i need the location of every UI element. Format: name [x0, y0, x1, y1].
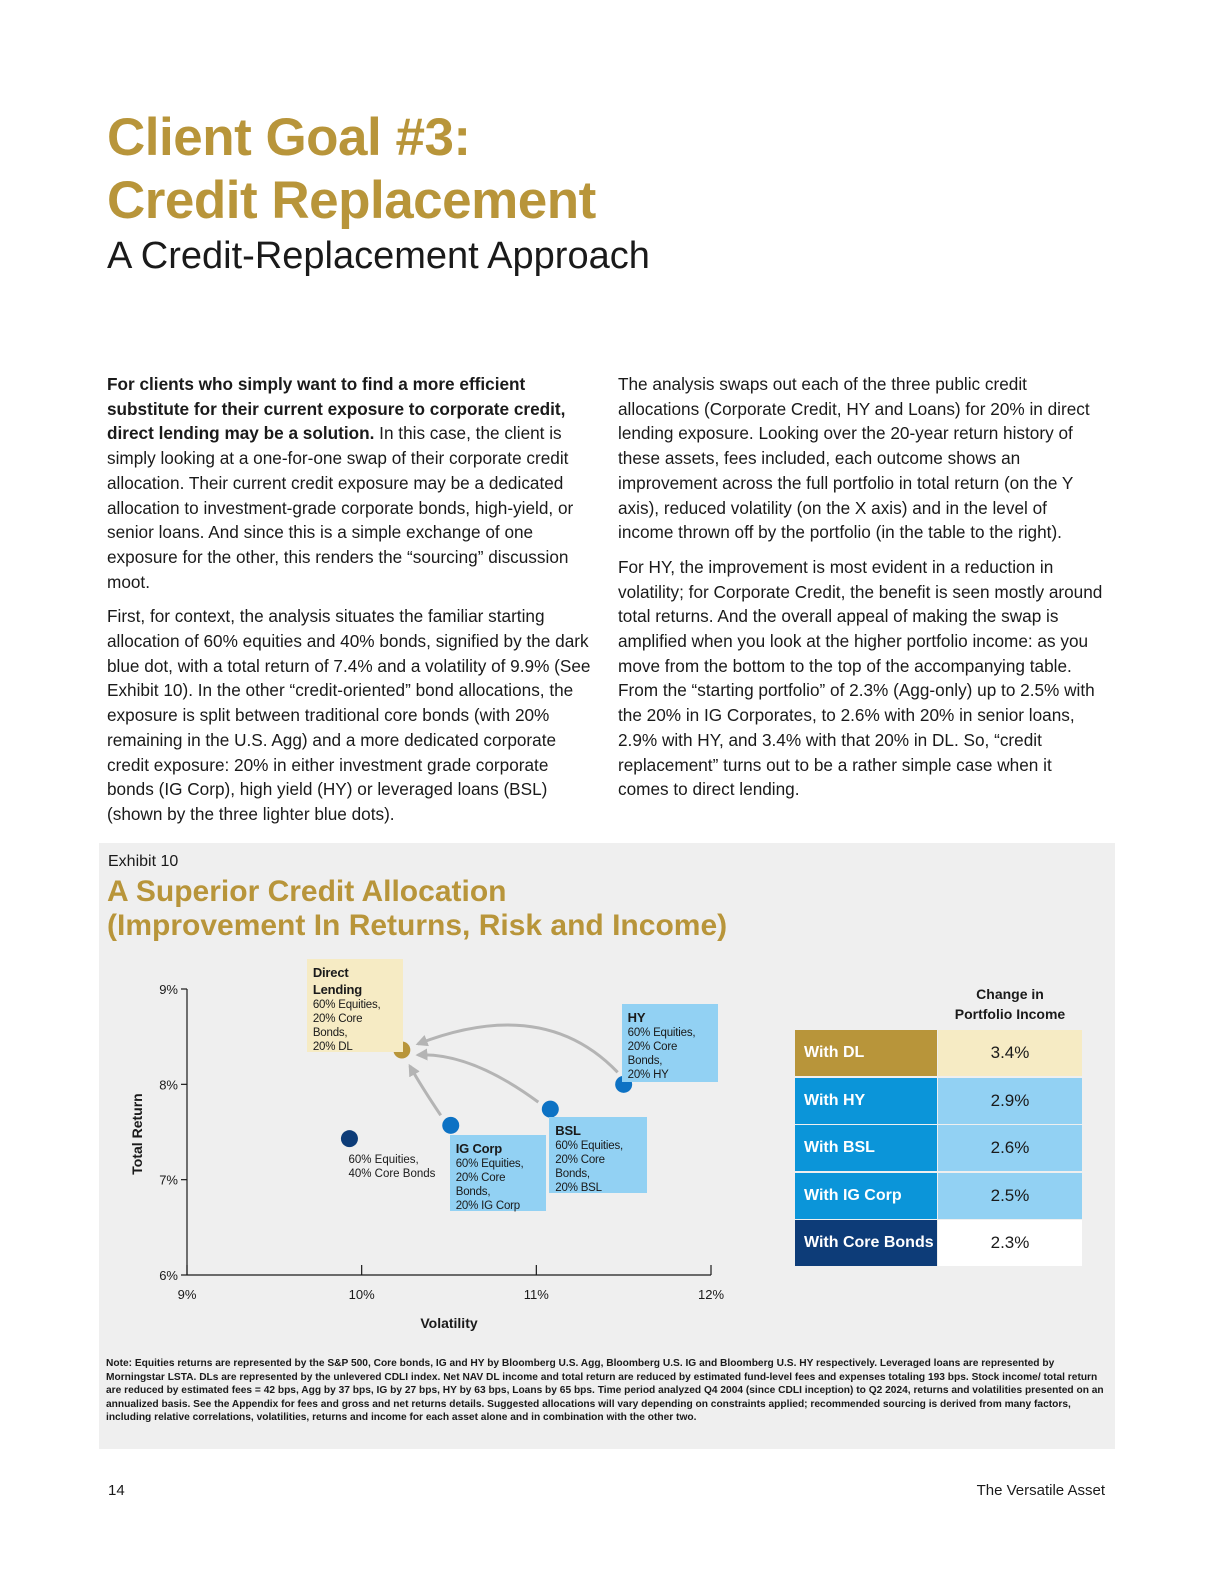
exhibit-title-line-1: A Superior Credit Allocation — [107, 875, 507, 908]
callout-text: 60% Equities, 20% Core Bonds, 20% IG Corp — [455, 1158, 524, 1213]
income-row-label: With IG Corp — [795, 1173, 937, 1219]
page-title — [107, 106, 596, 232]
callout-text: 60% Equities, 40% Core Bonds — [348, 1153, 436, 1180]
x-tick-label: 11% — [523, 1287, 549, 1302]
y-tick-label: 6% — [159, 1268, 178, 1283]
point-bsl — [542, 1101, 559, 1118]
income-row-label: With BSL — [795, 1125, 937, 1171]
body-column-right — [618, 372, 1104, 812]
callout-heading: Direct Lending — [312, 965, 362, 997]
paragraph: The analysis swaps out each of the three public credit allocations (Corporate Credit, HY and Loans) for 20% in direct lending exposure. Looking over the 20-year return history of these assets, fees included, each outcome shows an improvement across the full portfolio in total return (on the Y axis), reduced volatility (on the X axis) and in the level of income thrown off by the portfolio (in the table to the right). — [618, 374, 1090, 543]
income-row-value: 2.5% — [938, 1173, 1082, 1219]
callout-heading: HY — [627, 1010, 646, 1026]
income-row-value: 2.6% — [938, 1125, 1082, 1171]
page-subtitle: A Credit-Replacement Approach — [107, 235, 650, 277]
income-row-value: 3.4% — [938, 1030, 1082, 1076]
arrow-ig-to-dl — [410, 1066, 441, 1115]
point-core — [341, 1130, 358, 1147]
income-row-label: With Core Bonds — [795, 1220, 937, 1266]
arrow-bsl-to-dl — [418, 1055, 538, 1102]
callout-hy — [622, 1004, 718, 1082]
income-table — [795, 1030, 1082, 1268]
income-row — [795, 1125, 1082, 1171]
exhibit-label: Exhibit 10 — [108, 853, 179, 870]
income-row-value: 2.3% — [938, 1220, 1082, 1266]
title-line-1: Client Goal #3: — [107, 108, 471, 167]
exhibit-title-line-2: (Improvement In Returns, Risk and Income) — [107, 909, 728, 942]
income-row-value: 2.9% — [938, 1078, 1082, 1124]
exhibit-note: Note: Equities returns are represented by the S&P 500, Core bonds, IG and HY by Bloomberg U.S. Agg, Bloomberg U.S. IG and Bloomberg U.S. HY respectively. Leveraged loans are represented by Morningstar LSTA. DLs are represented by the unlevered CDLI index. Net NAV DL income and total return are reduced by estimated fund-level fees and expenses totaling 193 bps. Stock income/ total return are reduced by estimated fees = 42 bps, Agg by 37 bps, IG by 27 bps, HY by 63 bps, Loans by 65 bps. Time period analyzed Q4 2004 (since CDLI inception) to Q2 2024, returns and volatilities presented on an annualized basis. See the Appendix for fees and gross and net returns details. Suggested allocations will vary depending on constraints applied; recommended sourcing is derived from many factors, including relative correlations, volatilities, returns and income for each asset alone and in combination with the other two. — [106, 1358, 1104, 1424]
income-header-line: Change in — [976, 986, 1044, 1002]
income-row — [795, 1220, 1082, 1266]
page-number: 14 — [108, 1482, 125, 1499]
x-tick-label: 10% — [348, 1287, 375, 1302]
point-ig — [442, 1117, 459, 1134]
callout-heading: IG Corp — [455, 1141, 502, 1157]
y-tick-label: 7% — [159, 1172, 178, 1188]
x-axis-label: Volatility — [420, 1315, 478, 1331]
callout-bsl — [549, 1117, 647, 1193]
y-tick-label: 8% — [159, 1077, 178, 1093]
callout-text: 60% Equities, 20% Core Bonds, 20% BSL — [555, 1140, 624, 1195]
income-row-label: With DL — [795, 1030, 937, 1076]
income-row-label: With HY — [795, 1078, 937, 1124]
y-tick-label: 9% — [159, 982, 178, 997]
callout-ig — [450, 1135, 546, 1211]
income-row — [795, 1078, 1082, 1124]
income-table-header — [944, 984, 1076, 1024]
callout-core — [348, 1153, 435, 1181]
title-line-2: Credit Replacement — [107, 171, 596, 230]
income-header-line: Portfolio Income — [954, 1006, 1066, 1022]
publication-name: The Versatile Asset — [976, 1482, 1105, 1499]
callout-heading: BSL — [555, 1123, 581, 1139]
callout-text: 60% Equities, 20% Core Bonds, 20% HY — [627, 1027, 696, 1082]
x-tick-label: 9% — [177, 1287, 197, 1302]
callout-text: 60% Equities, 20% Core Bonds, 20% DL — [312, 999, 381, 1053]
paragraph — [107, 372, 593, 594]
paragraph: First, for context, the analysis situates the familiar starting allocation of 60% equities and 40% bonds, signified by the dark blue dot, with a total return of 7.4% and a volatility of 9.9% (See Exhibit 10). In the other “credit-oriented” bond allocations, the exposure is split between traditional core bonds (with 20% remaining in the U.S. Agg) and a more dedicated corporate credit exposure: 20% in either investment grade corporate bonds (IG Corp), high yield (HY) or leveraged loans (BSL) (shown by the three lighter blue dots). — [107, 606, 591, 824]
exhibit-panel — [99, 843, 1115, 1449]
callout-dl — [307, 959, 403, 1052]
arrow-hy-to-dl — [418, 1025, 618, 1072]
paragraph-lead: For clients who simply want to find a more efficient substitute for their current exposure to corporate credit, direct lending may be a solution. — [107, 374, 566, 444]
paragraph: For HY, the improvement is most evident in a reduction in volatility; for Corporate Credit, the benefit is seen mostly around total returns. And the overall appeal of making the swap is amplified when you look at the higher portfolio income: as you move from the bottom to the top of the accompanying table. From the “starting portfolio” of 2.3% (Agg-only) up to 2.5% with the 20% in IG Corporates, to 2.6% with 20% in senior loans, 2.9% with HY, and 3.4% with that 20% in DL. So, “credit replacement” turns out to be a rather simple case when it comes to direct lending. — [618, 556, 1103, 800]
income-row — [795, 1030, 1082, 1076]
body-column-left — [107, 372, 593, 837]
x-tick-label: 12% — [697, 1287, 725, 1302]
y-axis-label: Total Return — [129, 1093, 145, 1175]
income-row — [795, 1173, 1082, 1219]
paragraph-rest: In this case, the client is simply looking at a one-for-one swap of their corporate credit allocation. Their current credit exposure may be a dedicated allocation to investment-grade corporate bonds, high-yield, or senior loans. And since this is a simple exchange of one exposure for the other, this renders the “sourcing” discussion moot. — [107, 423, 574, 592]
